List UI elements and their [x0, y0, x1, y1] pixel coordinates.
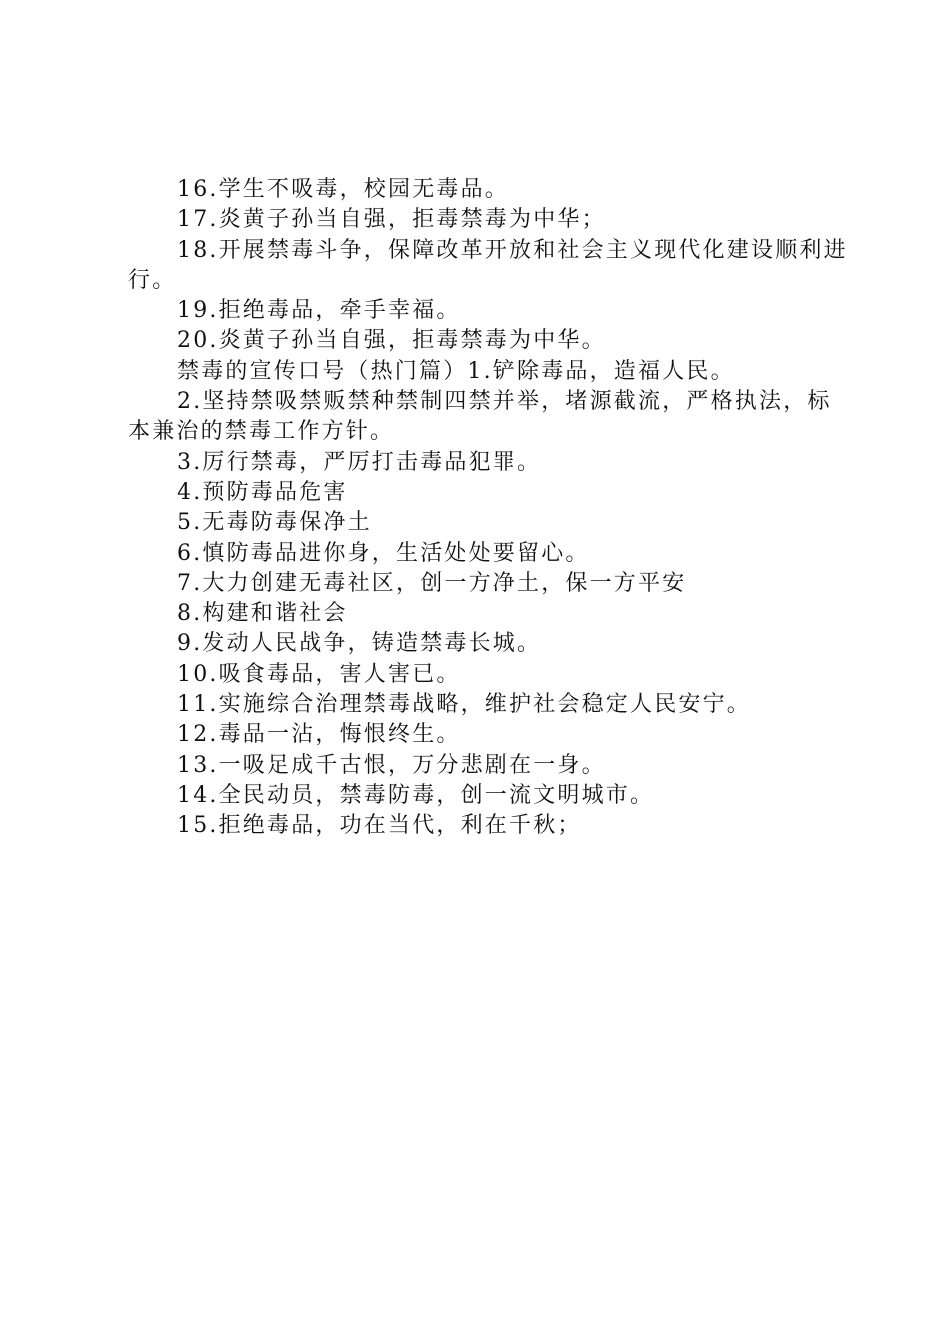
paragraph: 9.发动人民战争，铸造禁毒长城。: [177, 631, 542, 657]
paragraph: 10.吸食毒品，害人害已。: [177, 661, 461, 687]
paragraph: 5.无毒防毒保净土: [177, 510, 372, 536]
paragraph: 4.预防毒品危害: [177, 479, 348, 505]
paragraph: 6.慎防毒品进你身，生活处处要留心。: [177, 540, 590, 566]
paragraph: 8.构建和谐社会: [177, 601, 348, 627]
paragraph: 14.全民动员，禁毒防毒，创一流文明城市。: [177, 782, 655, 808]
paragraph: 11.实施综合治理禁毒战略，维护社会稳定人民安宁。: [177, 692, 751, 718]
paragraph: 3.厉行禁毒，严厉打击毒品犯罪。: [177, 449, 542, 475]
paragraph: 17.炎黄子孙当自强，拒毒禁毒为中华；: [177, 207, 606, 233]
paragraph: 7.大力创建无毒社区，创一方净土，保一方平安: [177, 570, 687, 596]
document-body: [128, 175, 848, 842]
paragraph: 18.开展禁毒斗争，保障改革开放和社会主义现代化建设顺利进行。: [128, 237, 848, 293]
paragraph: 12.毒品一沾，悔恨终生。: [177, 722, 461, 748]
paragraph: 15.拒绝毒品，功在当代，利在千秋；: [177, 813, 582, 839]
paragraph: 禁毒的宣传口号（热门篇）1.铲除毒品，造福人民。: [177, 358, 735, 384]
paragraph: 16.学生不吸毒，校园无毒品。: [177, 177, 509, 202]
paragraph: 20.炎黄子孙当自强，拒毒禁毒为中华。: [177, 328, 606, 354]
paragraph: 19.拒绝毒品，牵手幸福。: [177, 298, 461, 324]
paragraph: 13.一吸足成千古恨，万分悲剧在一身。: [177, 752, 606, 778]
paragraph: 2.坚持禁吸禁贩禁种禁制四禁并举，堵源截流，严格执法，标本兼治的禁毒工作方针。: [128, 389, 832, 445]
